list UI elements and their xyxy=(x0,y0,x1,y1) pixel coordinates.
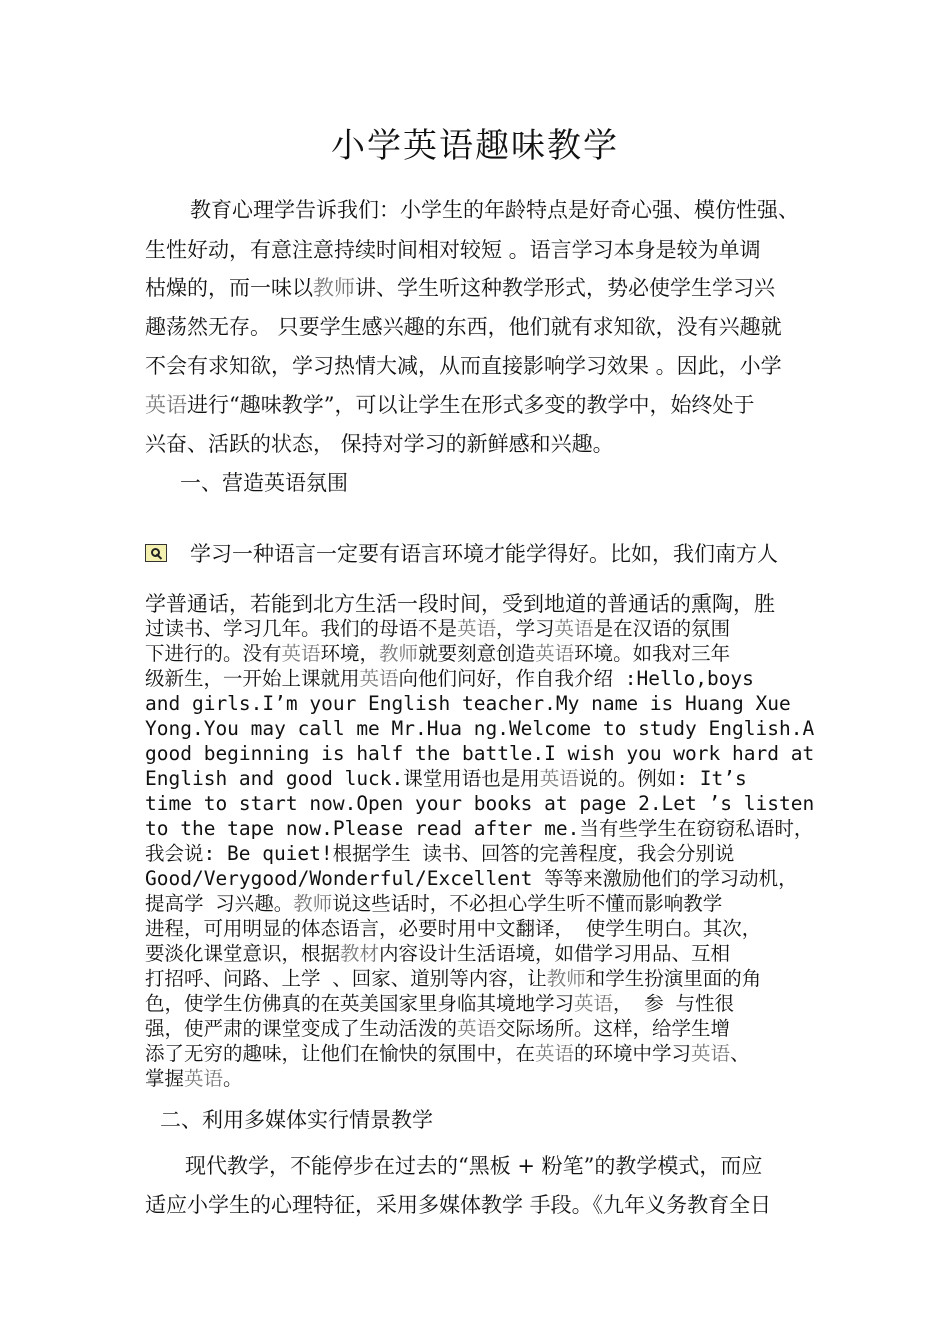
paragraph-line: 生性好动，有意注意持续时间相对较短 。语言学习本身是较为单调 xyxy=(145,238,761,262)
paragraph-line: Yong.You may call me Mr.Hua ng.Welcome to study English.A xyxy=(145,717,815,740)
edit-note-icon xyxy=(145,544,167,562)
paragraph-line: 英语进行“趣味教学”，可以让学生在形式多变的教学中，始终处于 xyxy=(145,393,755,417)
paragraph-line: 适应小学生的心理特征，采用多媒体教学 手段。《九年义务教育全日 xyxy=(145,1193,772,1217)
paragraph-line: 强，使严肃的课堂变成了生动活泼的英语交际场所。这样，给学生增 xyxy=(145,1017,731,1040)
paragraph-line: 学普通话，若能到北方生活一段时间，受到地道的普通话的熏陶，胜 xyxy=(145,592,775,616)
paragraph-line: 学习一种语言一定要有语言环境才能学得好。比如，我们南方人 xyxy=(190,542,778,566)
paragraph-line: 色，使学生仿佛真的在英美国家里身临其境地学习英语， 参 与性很 xyxy=(145,992,735,1015)
paragraph-line: 枯燥的，而一味以教师讲、学生听这种教学形式，势必使学生学习兴 xyxy=(145,276,775,300)
paragraph-line: 我会说: Be quiet!根据学生 读书、回答的完善程度，我会分别说 xyxy=(145,842,735,865)
paragraph-line: 下进行的。没有英语环境，教师就要刻意创造英语环境。如我对三年 xyxy=(145,642,731,665)
paragraph-line: 过读书、学习几年。我们的母语不是英语，学习英语是在汉语的氛围 xyxy=(145,617,731,640)
paragraph-line: 打招呼、问路、上学 、回家、道别等内容，让教师和学生扮演里面的角 xyxy=(145,967,762,990)
paragraph-line: 兴奋、活跃的状态， 保持对学习的新鲜感和兴趣。 xyxy=(145,432,614,456)
paragraph-line: 提高学 习兴趣。教师说这些话时，不必担心学生听不懂而影响教学 xyxy=(145,892,723,915)
paragraph-line: 教育心理学告诉我们：小学生的年龄特点是好奇心强、模仿性强、 xyxy=(190,198,799,222)
paragraph-line: 进程，可用明显的体态语言，必要时用中文翻译， 使学生明白。其次， xyxy=(145,917,762,940)
page-title: 小学英语趣味教学 xyxy=(331,126,619,166)
paragraph-line: 掌握英语。 xyxy=(145,1067,243,1090)
paragraph-line: good beginning is half the battle.I wish you work hard at xyxy=(145,742,815,765)
paragraph-line: 现代教学，不能停步在过去的“黑板 + 粉笔”的教学模式，而应 xyxy=(185,1154,763,1178)
paragraph-line: Good/Verygood/Wonderful/Excellent 等等来激励他们的学习动机， xyxy=(145,867,798,890)
paragraph-line: English and good luck.课堂用语也是用英语说的。例如: It’s xyxy=(145,767,747,790)
section-heading: 二、利用多媒体实行情景教学 xyxy=(160,1108,433,1132)
paragraph-line: and girls.I’m your English teacher.My name is Huang Xue xyxy=(145,692,791,715)
paragraph-line: time to start now.Open your books at page 2.Let ’s listen xyxy=(145,792,815,815)
section-heading: 一、营造英语氛围 xyxy=(180,471,348,495)
paragraph-line: 不会有求知欲，学习热情大减，从而直接影响学习效果 。因此，小学 xyxy=(145,354,782,378)
paragraph-line: 趣荡然无存。 只要学生感兴趣的东西，他们就有求知欲，没有兴趣就 xyxy=(145,315,782,339)
paragraph-line: 添了无穷的趣味，让他们在愉快的氛围中，在英语的环境中学习英语、 xyxy=(145,1042,750,1065)
paragraph-line: to the tape now.Please read after me.当有些学生在窃窃私语时， xyxy=(145,817,814,840)
paragraph-line: 级新生，一开始上课就用英语向他们问好，作自我介绍 :Hello,boys xyxy=(145,667,754,690)
paragraph-line: 要淡化课堂意识，根据教材内容设计生活语境，如借学习用品、互相 xyxy=(145,942,731,965)
